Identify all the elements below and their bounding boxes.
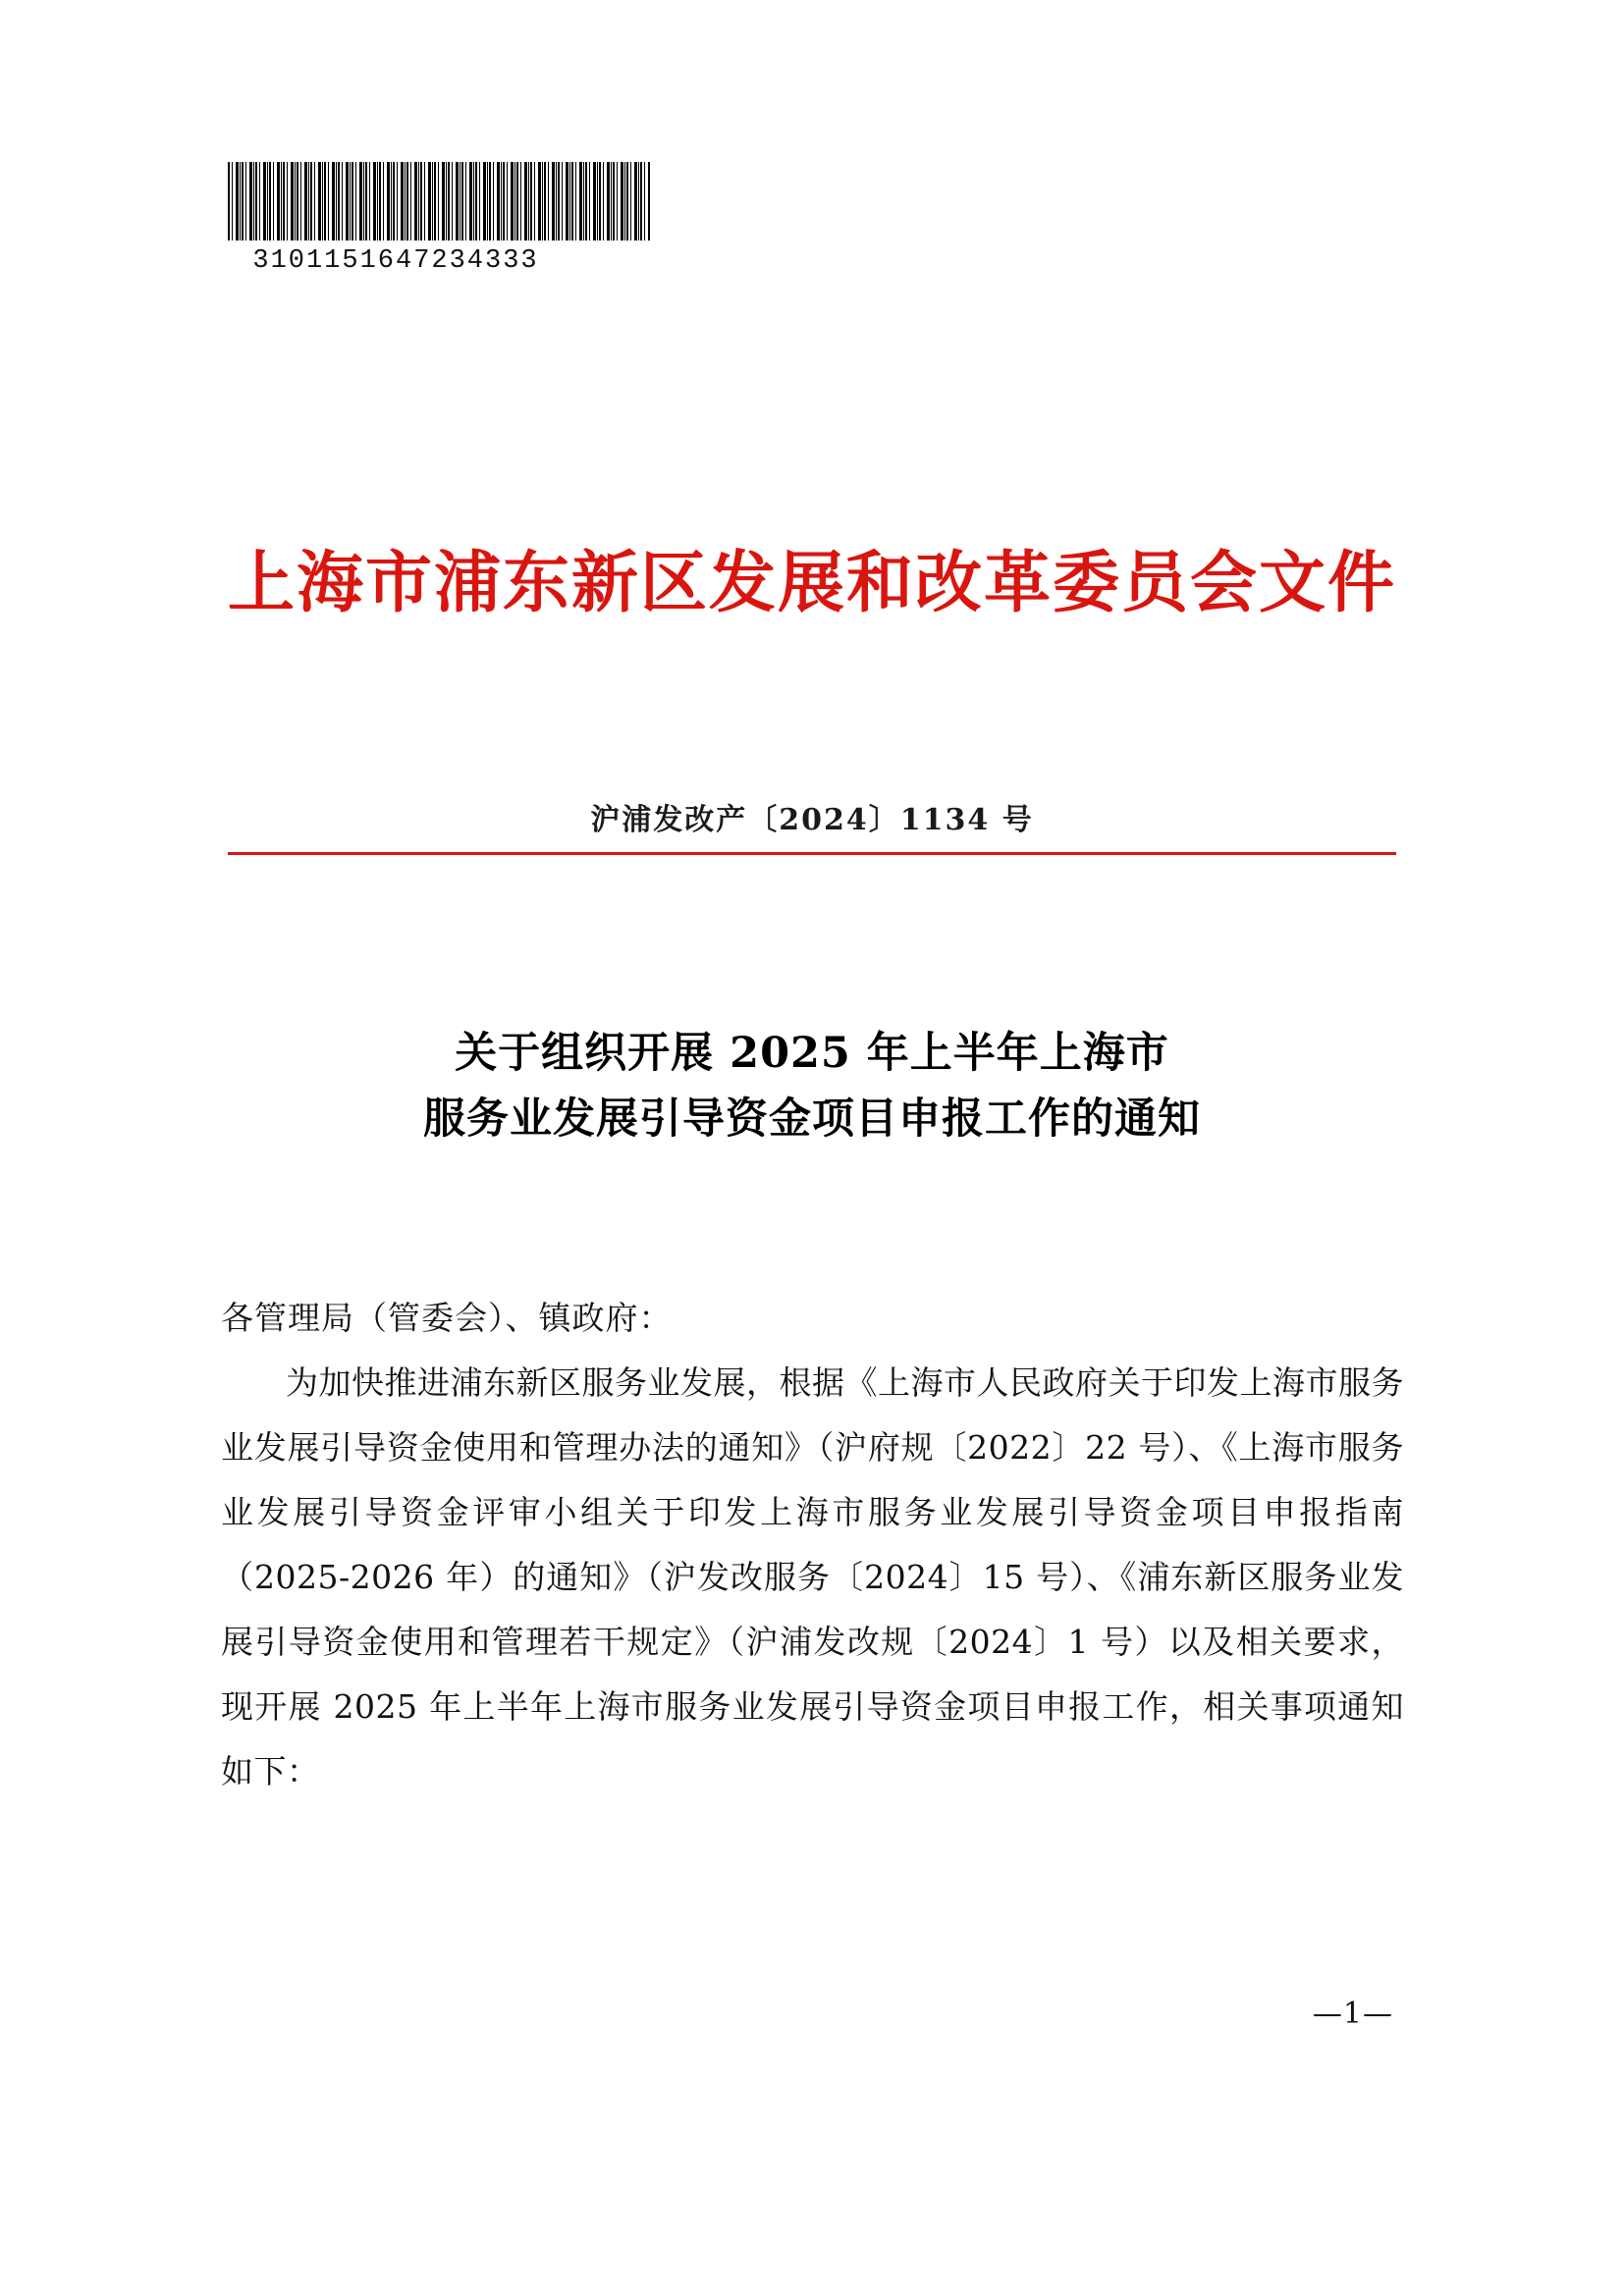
- document-number: 沪浦发改产〔2024〕1134 号: [590, 803, 1034, 837]
- page-title-line-1: 关于组织开展 2025 年上半年上海市: [455, 1029, 1169, 1078]
- document-body: [221, 1286, 1404, 1804]
- barcode-number: 3101151647234333: [252, 246, 539, 276]
- body-paragraph-1: 为加快推进浦东新区服务业发展，根据《上海市人民政府关于印发上海市服务业发展引导资金使用和管理办法的通知》（沪府规〔2022〕22 号）、《上海市服务业发展引导资金评审小组关于印发上海市服务业发展引导资金项目申报指南（2025-2026 年）的通知》（沪发改服务〔2024〕15 号）、《浦东新区服务业发展引导资金使用和管理若干规定》（沪浦发改规〔2024〕1 号）以及相关要求，现开展 2025 年上半年上海市服务业发展引导资金项目申报工作，相关事项通知如下：: [221, 1363, 1404, 1790]
- document-masthead-title: 上海市浦东新区发展和改革委员会文件: [227, 544, 1396, 622]
- page-number: —1—: [1312, 1997, 1393, 2031]
- page-title: [228, 1021, 1396, 1151]
- page-title-line-2: 服务业发展引导资金项目申报工作的通知: [423, 1094, 1201, 1144]
- barcode-block: [228, 162, 650, 276]
- red-divider-rule: [228, 852, 1396, 855]
- salutation: 各管理局（管委会）、镇政府：: [221, 1299, 673, 1337]
- barcode-icon: [228, 162, 650, 240]
